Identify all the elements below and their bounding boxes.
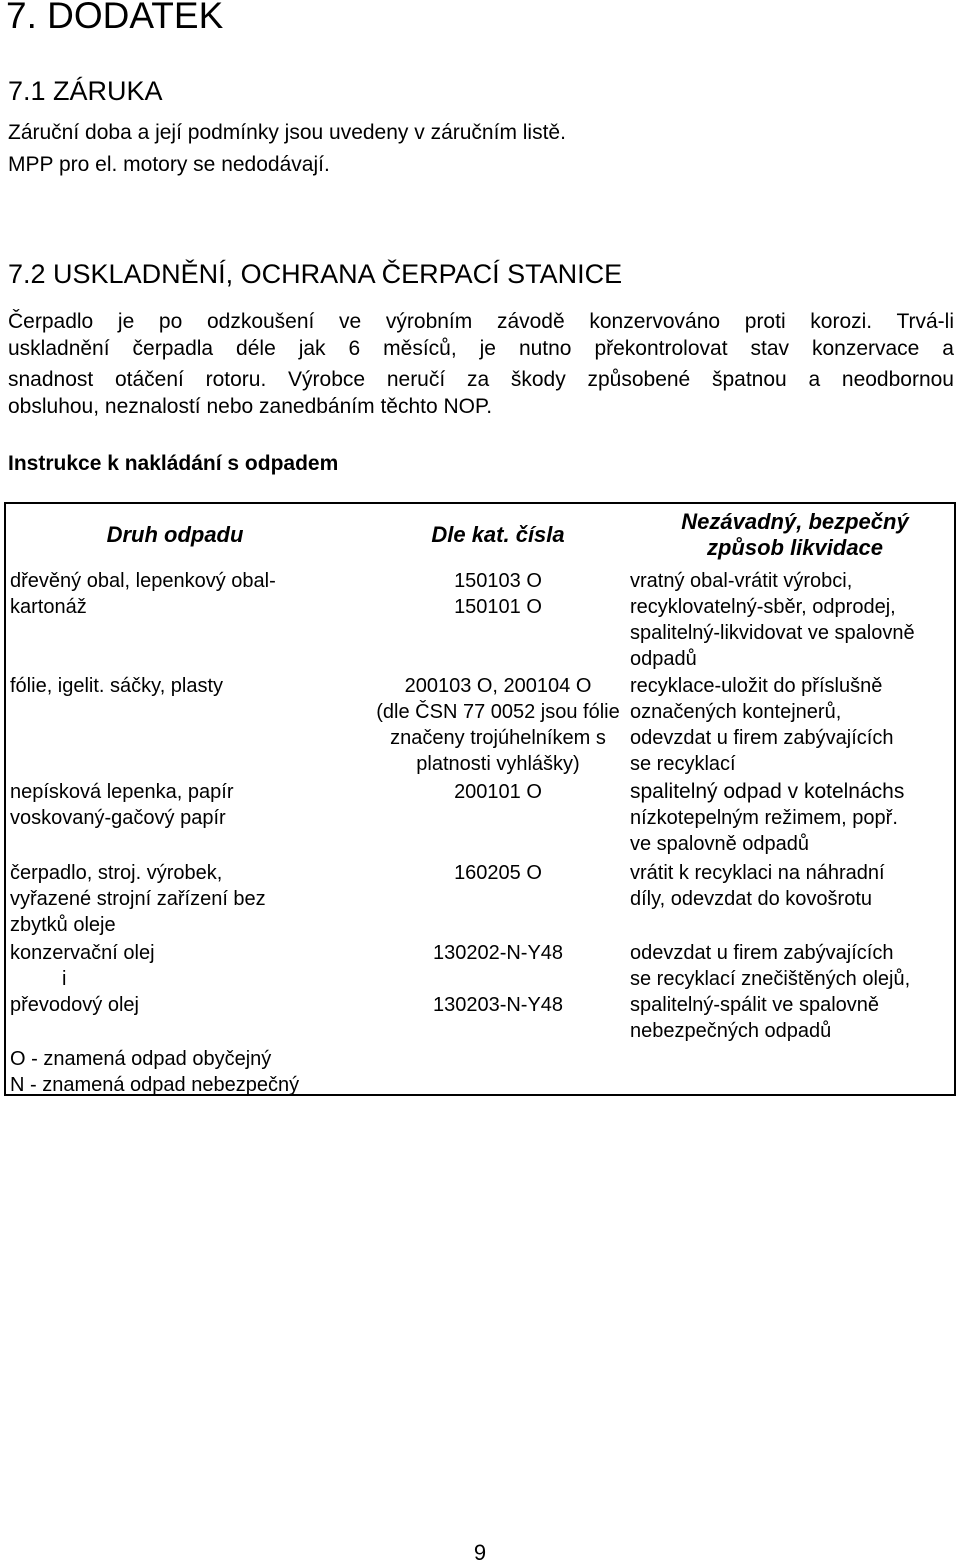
table-legend [10, 1046, 340, 1098]
row-2-code-line: (dle ČSN 77 0052 jsou fólie [376, 701, 620, 723]
row-1-code [331, 568, 665, 620]
row-1-code-line: 150101 O [454, 596, 542, 618]
row-3-disposal [630, 779, 960, 857]
row-5-type-line: i [62, 968, 67, 990]
row-4-disposal [630, 860, 960, 912]
row-4-type [10, 860, 340, 938]
row-3-code [331, 779, 665, 805]
row-4-code [331, 860, 665, 886]
row-4-type-line: vyřazené strojní zařízení bez [10, 888, 266, 910]
row-3-disposal-line: spalitelný odpad v kotelnáchs [630, 780, 905, 803]
row-2-disposal [630, 673, 960, 777]
row-1-disposal-line: vratný obal-vrátit výrobci, [630, 570, 853, 592]
row-3-type-line: nepísková lepenka, papír [10, 781, 234, 803]
header-disposal-line-1: Nezávadný, bezpečný [681, 509, 909, 534]
section-title-warranty: 7.1 ZÁRUKA [8, 76, 163, 106]
row-5-code [331, 940, 665, 1018]
row-4-disposal-line: vrátit k recyklaci na náhradní [630, 862, 885, 884]
row-1-code-line: 150103 O [454, 570, 542, 592]
row-1-disposal-line: spalitelný-likvidovat ve spalovně [630, 622, 915, 644]
row-1-type-line: kartonáž [10, 596, 87, 618]
row-5-code-line: 130202-N-Y48 [432, 942, 564, 964]
storage-paragraph-line-4: obsluhou, neznalostí nebo zanedbáním těchto NOP. [8, 395, 493, 418]
header-disposal-line-2: způsob likvidace [706, 535, 884, 560]
row-4-type-line: zbytků oleje [10, 914, 116, 936]
section-title-storage: 7.2 USKLADNĚNÍ, OCHRANA ČERPACÍ STANICE [8, 259, 623, 289]
row-5-disposal-line: se recyklací znečištěných olejů, [630, 968, 911, 990]
row-2-code-line: platnosti vyhlášky) [416, 753, 580, 775]
row-2-disposal-line: odevzdat u firem zabývajících [630, 727, 894, 749]
row-4-type-line: čerpadlo, stroj. výrobek, [10, 862, 223, 884]
row-5-disposal [630, 940, 960, 1044]
row-5-code-line [331, 966, 665, 992]
storage-paragraph-line-3: snadnost otáčení rotoru. Výrobce neručí za škody způsobené špatnou a neodbornou [8, 368, 954, 391]
warranty-line-2: MPP pro el. motory se nedodávají. [8, 153, 330, 176]
row-2-code [331, 673, 665, 777]
row-3-type-line: voskovaný-gačový papír [10, 807, 226, 829]
document-title: 7. DODATEK [6, 0, 224, 36]
row-2-disposal-line: recyklace-uložit do příslušně [630, 675, 883, 697]
row-3-code-line: 200101 O [454, 781, 542, 803]
row-4-disposal-line: díly, odevzdat do kovošrotu [630, 888, 872, 910]
row-5-disposal-line: spalitelný-spálit ve spalovně [630, 994, 880, 1016]
row-5-disposal-line: odevzdat u firem zabývajících [630, 942, 894, 964]
row-2-type [10, 673, 340, 699]
waste-table [4, 502, 956, 1096]
header-waste-type: Druh odpadu [106, 522, 244, 547]
header-disposal [630, 509, 960, 561]
page-number: 9 [473, 1540, 487, 1565]
row-2-disposal-line: se recyklací [630, 753, 736, 775]
row-1-type-line: dřevěný obal, lepenkový obal- [10, 570, 276, 592]
storage-paragraph-line-1: Čerpadlo je po odzkoušení ve výrobním závodě konzervováno proti korozi. Trvá-li [8, 310, 954, 333]
row-5-type [10, 940, 340, 1018]
legend-line-ordinary: O - znamená odpad obyčejný [10, 1048, 272, 1070]
row-5-type-line: převodový olej [10, 994, 139, 1016]
row-3-disposal-line: nízkotepelným režimem, popř. [630, 807, 898, 829]
storage-paragraph-line-2: uskladnění čerpadla déle jak 6 měsíců, je nutno překontrolovat stav konzervace a [8, 337, 954, 360]
row-1-type [10, 568, 340, 620]
row-2-code-line: značeny trojúhelníkem s [390, 727, 606, 749]
row-4-code-line: 160205 O [454, 862, 542, 884]
row-2-type-line: fólie, igelit. sáčky, plasty [10, 675, 224, 697]
row-3-type [10, 779, 340, 831]
legend-line-hazardous: N - znamená odpad nebezpečný [10, 1074, 300, 1096]
header-catalog-number: Dle kat. čísla [431, 522, 565, 547]
row-2-disposal-line: označených kontejnerů, [630, 701, 842, 723]
row-3-disposal-line: ve spalovně odpadů [630, 833, 810, 855]
row-5-type-line: konzervační olej [10, 942, 155, 964]
row-1-disposal-line: odpadů [630, 648, 697, 670]
warranty-line-1: Záruční doba a její podmínky jsou uvedeny v záručním listě. [8, 121, 566, 144]
row-2-code-line: 200103 O, 200104 O [404, 675, 592, 697]
row-1-disposal-line: recyklovatelný-sběr, odprodej, [630, 596, 896, 618]
row-5-code-line: 130203-N-Y48 [432, 994, 564, 1016]
row-1-disposal [630, 568, 960, 672]
waste-instructions-title: Instrukce k nakládání s odpadem [8, 452, 339, 475]
row-5-disposal-line: nebezpečných odpadů [630, 1020, 832, 1042]
